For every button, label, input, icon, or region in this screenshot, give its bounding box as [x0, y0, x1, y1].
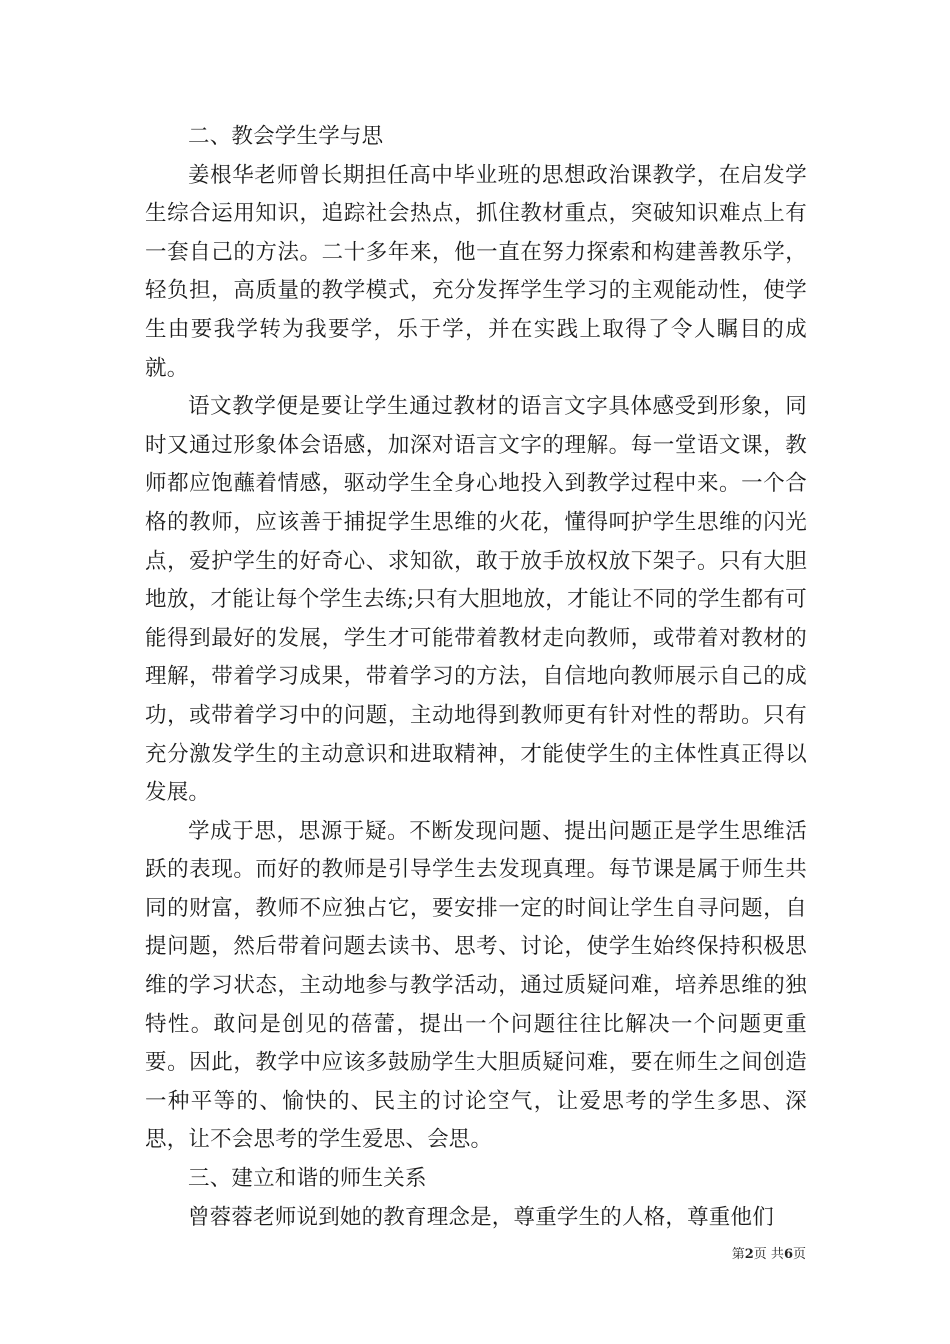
- paragraph: 学成于思，思源于疑。不断发现问题、提出问题正是学生思维活跃的表现。而好的教师是引导学生去发现真理。每节课是属于师生共同的财富，教师不应独占它，要安排一定的时间让学生自寻问题，自提问题，然后带着问题去读书、思考、讨论，使学生始终保持积极思维的学习状态，主动地参与教学活动，通过质疑问难，培养思维的独特性。敢问是创见的蓓蕾，提出一个问题往往比解决一个问题更重要。因此，教学中应该多鼓励学生大胆质疑问难，要在师生之间创造一种平等的、愉快的、民主的讨论空气，让爱思考的学生多思、深思，让不会思考的学生爱思、会思。: [145, 818, 807, 1153]
- total-pages-number: 6: [783, 1247, 793, 1262]
- footer-suffix: 页: [792, 1247, 806, 1262]
- paragraph: 姜根华老师曾长期担任高中毕业班的思想政治课教学，在启发学生综合运用知识，追踪社会热点，抓住教材重点，突破知识难点上有一套自己的方法。二十多年来，他一直在努力探索和构建善教乐学，轻负担，高质量的教学模式，充分发挥学生学习的主观能动性，使学生由要我学转为我要学，乐于学，并在实践上取得了令人瞩目的成就。: [145, 162, 807, 381]
- paragraph: 曾蓉蓉老师说到她的教育理念是，尊重学生的人格，尊重他们: [188, 1204, 774, 1230]
- footer-prefix: 第: [731, 1247, 745, 1262]
- paragraph: 语文教学便是要让学生通过教材的语言文字具体感受到形象，同时又通过形象体会语感，加深对语言文字的理解。每一堂语文课，教师都应饱蘸着情感，驱动学生全身心地投入到教学过程中来。一个合格的教师，应该善于捕捉学生思维的火花，懂得呵护学生思维的闪光点，爱护学生的好奇心、求知欲，敢于放手放权放下架子。只有大胆地放，才能让每个学生去练;只有大胆地放，才能让不同的学生都有可能得到最好的发展，学生才可能带着教材走向教师，或带着对教材的理解，带着学习成果，带着学习的方法，自信地向教师展示自己的成功，或带着学习中的问题，主动地得到教师更有针对性的帮助。只有充分激发学生的主动意识和进取精神，才能使学生的主体性真正得以发展。: [145, 394, 807, 806]
- document-body: [145, 118, 807, 1237]
- page-number-footer: [732, 1247, 806, 1263]
- section-heading-2: 二、教会学生学与思: [188, 124, 384, 149]
- section-heading-3: 三、建立和谐的师生关系: [188, 1166, 427, 1192]
- current-page-number: 2: [744, 1247, 754, 1262]
- footer-middle: 页 共: [753, 1247, 784, 1262]
